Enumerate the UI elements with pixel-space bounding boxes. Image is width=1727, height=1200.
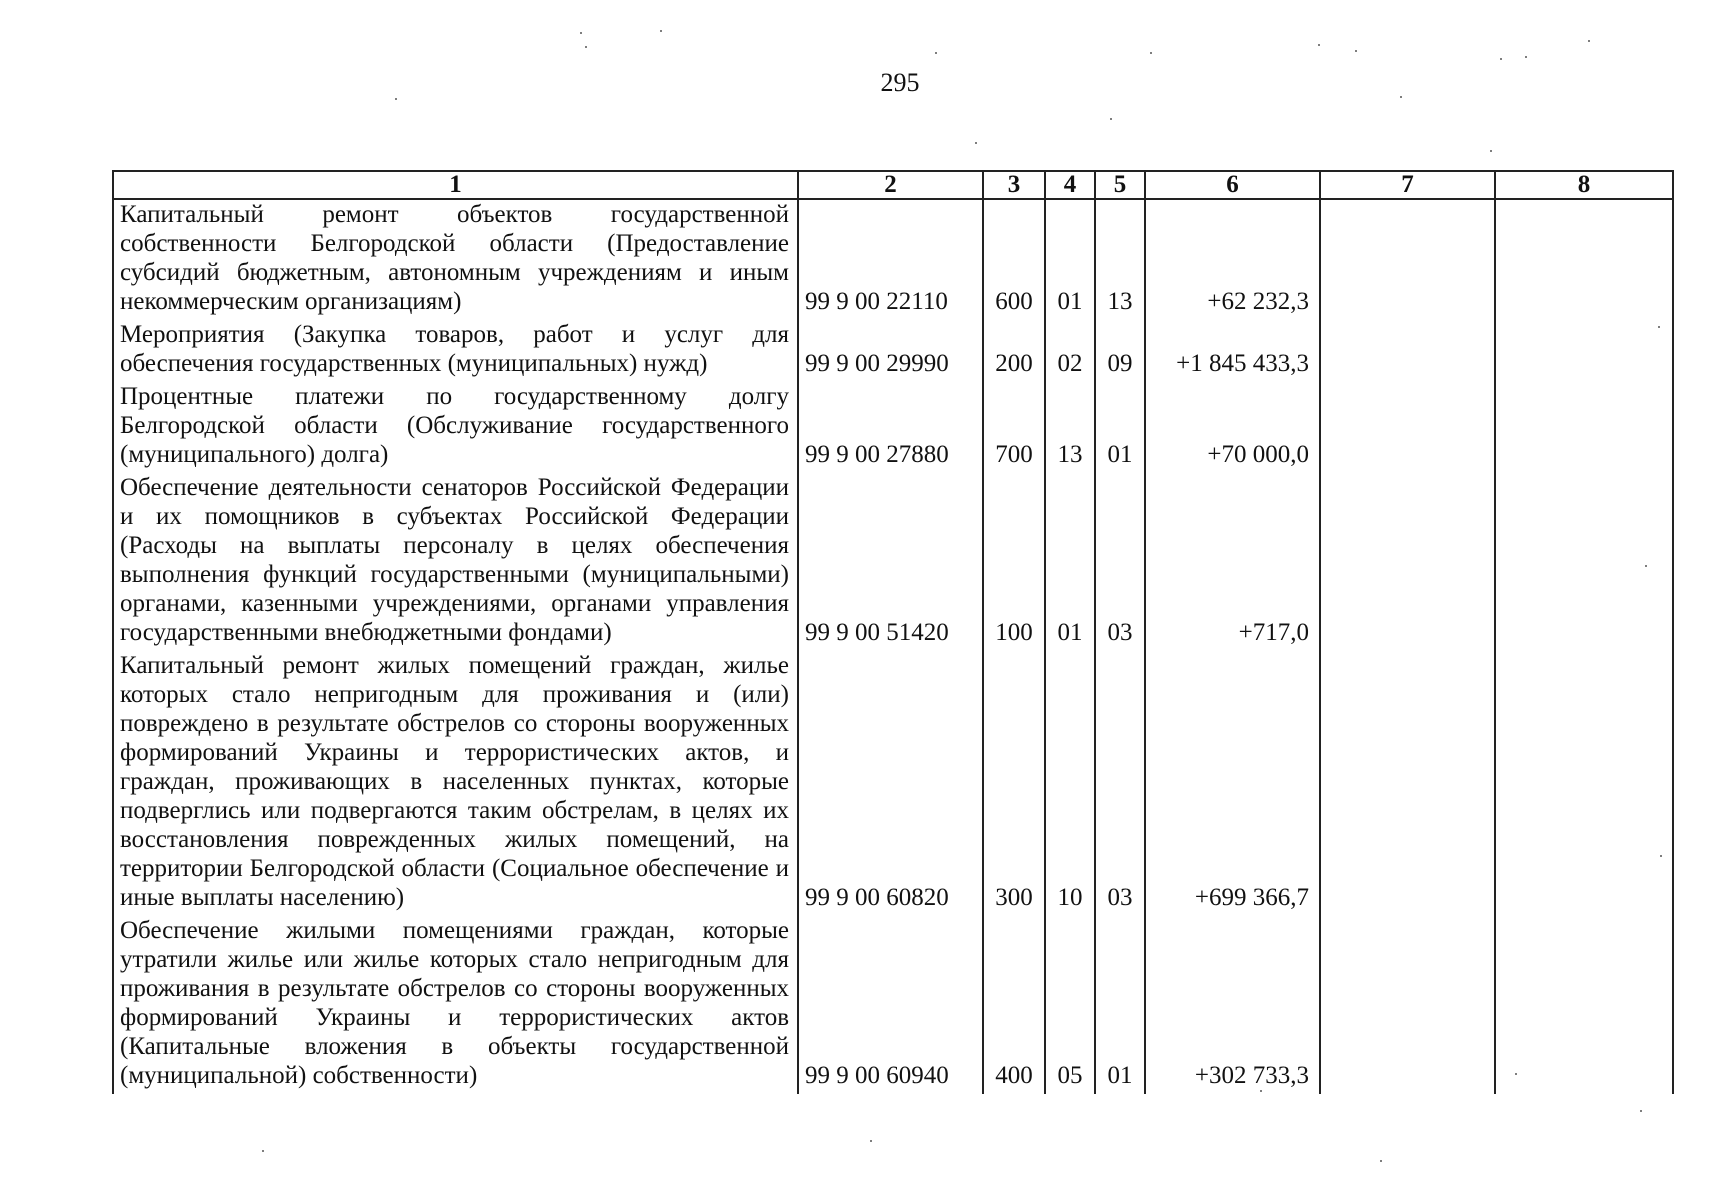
row-col-5: 09 bbox=[1095, 320, 1145, 382]
row-col-3: 700 bbox=[983, 382, 1045, 473]
row-col-3: 600 bbox=[983, 199, 1045, 320]
row-col-4: 02 bbox=[1045, 320, 1095, 382]
row-col-4: 01 bbox=[1045, 199, 1095, 320]
row-col-3: 200 bbox=[983, 320, 1045, 382]
row-col-7 bbox=[1320, 916, 1495, 1094]
row-description: Обеспечение деятельности сенаторов Российской Федерации и их помощников в субъектах Российской Федерации (Расходы на выплаты персоналу в целях обеспечения выполнения функций государственными (муниципальными) органами, казенными учреждениями, органами управления государственными внебюджетными фондами) bbox=[113, 473, 798, 651]
header-col-8: 8 bbox=[1495, 171, 1673, 199]
scan-speck bbox=[585, 46, 587, 48]
row-code: 99 9 00 27880 bbox=[798, 382, 983, 473]
scan-speck bbox=[1490, 150, 1492, 152]
table-row bbox=[113, 382, 1673, 473]
row-col-7 bbox=[1320, 651, 1495, 916]
row-description: Мероприятия (Закупка товаров, работ и услуг для обеспечения государственных (муниципальных) нужд) bbox=[113, 320, 798, 382]
row-col-5: 03 bbox=[1095, 651, 1145, 916]
row-col-7 bbox=[1320, 382, 1495, 473]
row-col-3: 400 bbox=[983, 916, 1045, 1094]
row-col-8 bbox=[1495, 651, 1673, 916]
row-col-7 bbox=[1320, 473, 1495, 651]
header-col-6: 6 bbox=[1145, 171, 1320, 199]
row-col-5: 01 bbox=[1095, 916, 1145, 1094]
row-col-8 bbox=[1495, 473, 1673, 651]
table-header bbox=[113, 171, 1673, 199]
table-row bbox=[113, 473, 1673, 651]
row-col-4: 13 bbox=[1045, 382, 1095, 473]
row-code: 99 9 00 60820 bbox=[798, 651, 983, 916]
row-amount: +1 845 433,3 bbox=[1145, 320, 1320, 382]
scan-speck bbox=[1110, 118, 1112, 120]
scan-speck bbox=[1588, 40, 1590, 42]
row-col-7 bbox=[1320, 199, 1495, 320]
row-col-8 bbox=[1495, 199, 1673, 320]
scan-speck bbox=[1380, 1160, 1382, 1162]
scan-speck bbox=[1525, 56, 1527, 58]
scan-speck bbox=[262, 1150, 264, 1152]
table-row bbox=[113, 199, 1673, 320]
page-number: 295 bbox=[880, 68, 920, 97]
row-col-8 bbox=[1495, 916, 1673, 1094]
header-row bbox=[113, 171, 1673, 199]
row-code: 99 9 00 60940 bbox=[798, 916, 983, 1094]
scan-speck bbox=[870, 1140, 872, 1142]
scan-speck bbox=[1355, 50, 1357, 52]
header-col-3: 3 bbox=[983, 171, 1045, 199]
scan-speck bbox=[1500, 58, 1502, 60]
row-col-8 bbox=[1495, 382, 1673, 473]
header-col-7: 7 bbox=[1320, 171, 1495, 199]
row-description: Капитальный ремонт жилых помещений граждан, жилье которых стало непригодным для проживания и (или) повреждено в результате обстрелов со стороны вооруженных формирований Украины и террористических актов, и граждан, проживающих в населенных пунктах, которые подверглись или подвергаются таким обстрелам, в целях их восстановления поврежденных жилых помещений, на территории Белгородской области (Социальное обеспечение и иные выплаты населению) bbox=[113, 651, 798, 916]
scan-speck bbox=[1318, 44, 1320, 46]
row-col-4: 10 bbox=[1045, 651, 1095, 916]
row-col-4: 05 bbox=[1045, 916, 1095, 1094]
table-body bbox=[113, 199, 1673, 1094]
row-code: 99 9 00 22110 bbox=[798, 199, 983, 320]
scan-speck bbox=[580, 32, 582, 34]
scan-speck bbox=[660, 30, 662, 32]
scan-speck bbox=[1515, 1073, 1517, 1075]
row-col-3: 300 bbox=[983, 651, 1045, 916]
header-col-4: 4 bbox=[1045, 171, 1095, 199]
row-code: 99 9 00 29990 bbox=[798, 320, 983, 382]
row-col-5: 13 bbox=[1095, 199, 1145, 320]
header-col-1: 1 bbox=[113, 171, 798, 199]
row-amount: +70 000,0 bbox=[1145, 382, 1320, 473]
scan-speck bbox=[975, 142, 977, 144]
row-description: Капитальный ремонт объектов государственной собственности Белгородской области (Предоставление субсидий бюджетным, автономным учреждениям и иным некоммерческим организациям) bbox=[113, 199, 798, 320]
row-col-4: 01 bbox=[1045, 473, 1095, 651]
row-description: Процентные платежи по государственному долгу Белгородской области (Обслуживание государственного (муниципального) долга) bbox=[113, 382, 798, 473]
scan-speck bbox=[1660, 855, 1662, 857]
row-col-8 bbox=[1495, 320, 1673, 382]
row-amount: +699 366,7 bbox=[1145, 651, 1320, 916]
row-amount: +717,0 bbox=[1145, 473, 1320, 651]
row-col-5: 01 bbox=[1095, 382, 1145, 473]
table-row bbox=[113, 916, 1673, 1094]
row-col-5: 03 bbox=[1095, 473, 1145, 651]
scan-speck bbox=[1645, 565, 1647, 567]
row-amount: +302 733,3 bbox=[1145, 916, 1320, 1094]
scan-speck bbox=[1640, 1110, 1642, 1112]
header-col-5: 5 bbox=[1095, 171, 1145, 199]
scan-speck bbox=[395, 98, 397, 100]
budget-table bbox=[112, 170, 1674, 1094]
scan-speck bbox=[1658, 326, 1660, 328]
scan-speck bbox=[1260, 1090, 1262, 1092]
row-code: 99 9 00 51420 bbox=[798, 473, 983, 651]
row-col-7 bbox=[1320, 320, 1495, 382]
table-row bbox=[113, 651, 1673, 916]
scan-speck bbox=[935, 52, 937, 54]
scan-speck bbox=[1150, 52, 1152, 54]
header-col-2: 2 bbox=[798, 171, 983, 199]
row-amount: +62 232,3 bbox=[1145, 199, 1320, 320]
scan-speck bbox=[1400, 96, 1402, 98]
row-description: Обеспечение жилыми помещениями граждан, которые утратили жилье или жилье которых стало непригодным для проживания в результате обстрелов со стороны вооруженных формирований Украины и террористических актов (Капитальные вложения в объекты государственной (муниципальной) собственности) bbox=[113, 916, 798, 1094]
row-col-3: 100 bbox=[983, 473, 1045, 651]
table-row bbox=[113, 320, 1673, 382]
